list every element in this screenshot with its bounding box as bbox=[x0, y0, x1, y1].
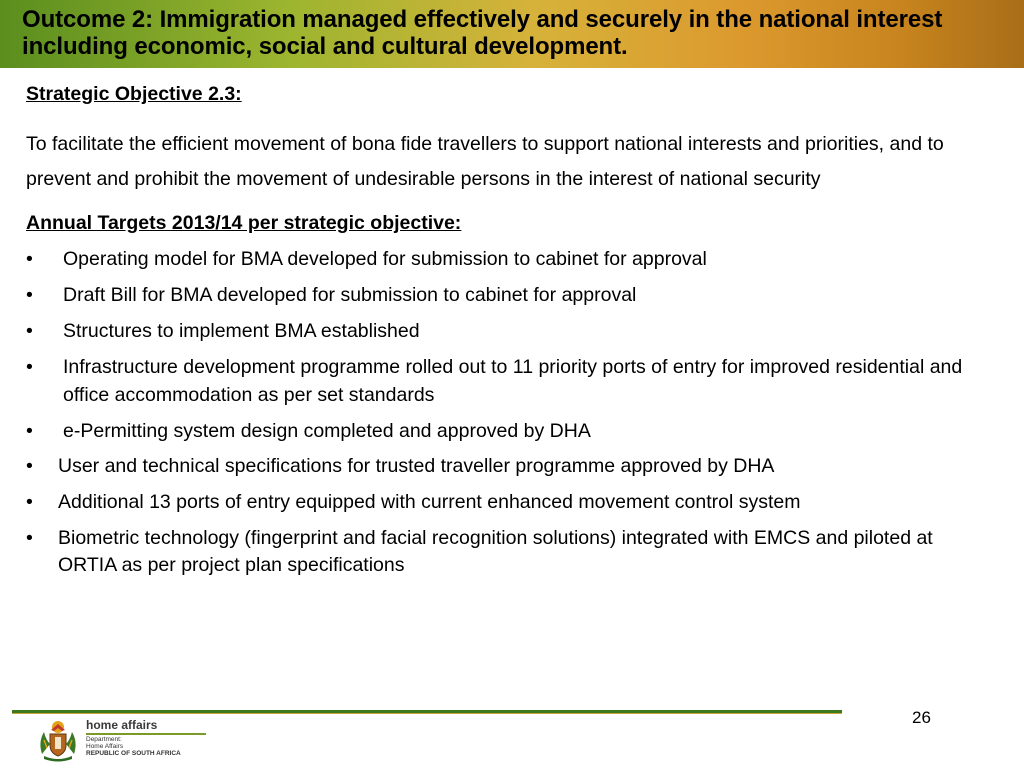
targets-heading: Annual Targets 2013/14 per strategic objective: bbox=[26, 212, 462, 234]
logo-wordmark bbox=[86, 719, 211, 758]
target-item bbox=[26, 417, 976, 445]
bullet-icon: • bbox=[26, 356, 33, 378]
objective-text: To facilitate the efficient movement of bona fide travellers to support national interests and priorities, and to prevent and prohibit the movement of undesirable persons in the interest of national security bbox=[26, 133, 944, 190]
target-item bbox=[26, 453, 976, 480]
title-bar bbox=[0, 0, 1024, 68]
logo-department-name: Home Affairs bbox=[86, 743, 124, 750]
home-affairs-logo bbox=[36, 718, 211, 762]
target-text: Structures to implement BMA established bbox=[63, 320, 420, 342]
coat-of-arms-icon bbox=[36, 718, 80, 762]
page-number: 26 bbox=[912, 708, 931, 727]
logo-country: REPUBLIC OF SOUTH AFRICA bbox=[86, 750, 181, 757]
target-text: Biometric technology (fingerprint and facial recognition solutions) integrated with EMCS and piloted at ORTIA as per project plan specifications bbox=[58, 527, 933, 576]
target-item bbox=[26, 281, 976, 309]
logo-brand: home affairs bbox=[86, 718, 158, 732]
target-item bbox=[26, 317, 976, 345]
target-text: e-Permitting system design completed and approved by DHA bbox=[63, 420, 591, 442]
target-item bbox=[26, 525, 976, 579]
logo-divider bbox=[86, 733, 206, 735]
logo-department: Department: bbox=[86, 736, 122, 743]
objective-heading: Strategic Objective 2.3: bbox=[26, 83, 242, 105]
target-text: Operating model for BMA developed for submission to cabinet for approval bbox=[63, 248, 707, 270]
bullet-icon: • bbox=[26, 527, 33, 549]
bullet-icon: • bbox=[26, 455, 33, 477]
target-item bbox=[26, 245, 976, 273]
bullet-icon: • bbox=[26, 420, 33, 442]
slide-content bbox=[26, 82, 986, 588]
footer-rule-accent bbox=[12, 713, 842, 714]
bullet-icon: • bbox=[26, 248, 33, 270]
target-text: Infrastructure development programme rolled out to 11 priority ports of entry for improved residential and office accommodation as per set standards bbox=[63, 356, 963, 406]
bullet-icon: • bbox=[26, 284, 33, 306]
target-text: Additional 13 ports of entry equipped with current enhanced movement control system bbox=[58, 491, 801, 513]
bullet-icon: • bbox=[26, 320, 33, 342]
target-text: Draft Bill for BMA developed for submission to cabinet for approval bbox=[63, 284, 637, 306]
target-item bbox=[26, 353, 976, 409]
bullet-icon: • bbox=[26, 491, 33, 513]
targets-list bbox=[26, 245, 976, 579]
target-item bbox=[26, 489, 976, 516]
target-text: User and technical specifications for trusted traveller programme approved by DHA bbox=[58, 455, 775, 477]
slide-title: Outcome 2: Immigration managed effectively and securely in the national interest including economic, social and cultural development. bbox=[22, 6, 943, 60]
